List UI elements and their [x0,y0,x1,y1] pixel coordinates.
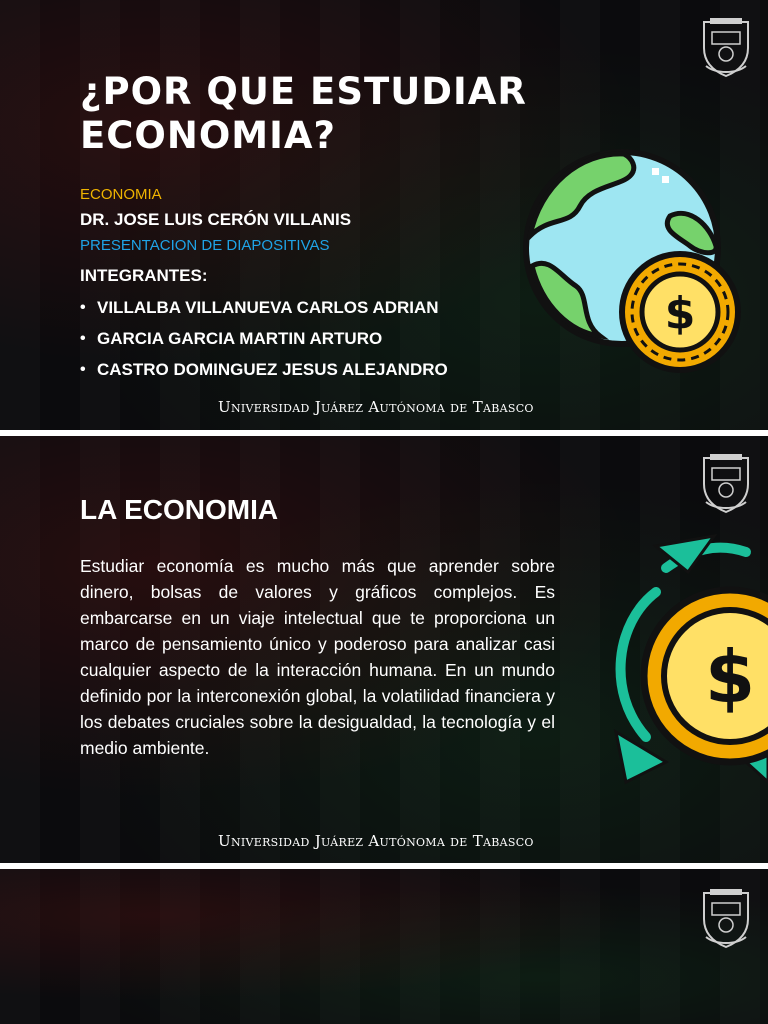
slide-economia [0,436,768,863]
professor-name: DR. JOSE LUIS CERÓN VILLANIS [80,210,352,229]
university-crest-icon [698,14,754,78]
body-paragraph: Estudiar economía es mucho más que aprender sobre dinero, bolsas de valores y gráficos complejos. Es embarcarse en un viaje intelectual que te proporciona un marco de pensamiento único y poderoso para analizar casi cualquier aspecto de la interacción humana. En un mundo definido por la interconexión global, la volatilidad financiera y los debates cruciales sobre la desigualdad, la tecnología y el medio ambiente. [80,556,555,758]
university-footer: Universidad Juárez Autónoma de Tabasco [218,398,534,416]
svg-text:$: $ [664,288,696,339]
slide-title-heading: ¿POR QUE ESTUDIAR ECONOMIA? [80,70,527,157]
member-item: • GARCIA GARCIA MARTIN ARTURO [80,328,383,348]
dollar-cycle-icon [596,532,768,792]
slide-title [0,0,768,430]
members-list [80,292,448,385]
university-crest-icon [698,450,754,514]
globe-dollar-icon [520,146,748,374]
member-item: • VILLALBA VILLANUEVA CARLOS ADRIAN [80,297,439,317]
university-footer: Universidad Juárez Autónoma de Tabasco [218,832,534,850]
document-type: PRESENTACION DE DIAPOSITIVAS [80,237,330,254]
university-crest-icon [698,885,754,949]
members-heading: INTEGRANTES: [80,266,208,285]
slide-partial [0,869,768,1024]
member-item: • CASTRO DOMINGUEZ JESUS ALEJANDRO [80,359,448,379]
subject-label: ECONOMIA [80,186,162,203]
svg-text:$: $ [704,635,756,719]
slide-heading: LA ECONOMIA [80,494,279,525]
